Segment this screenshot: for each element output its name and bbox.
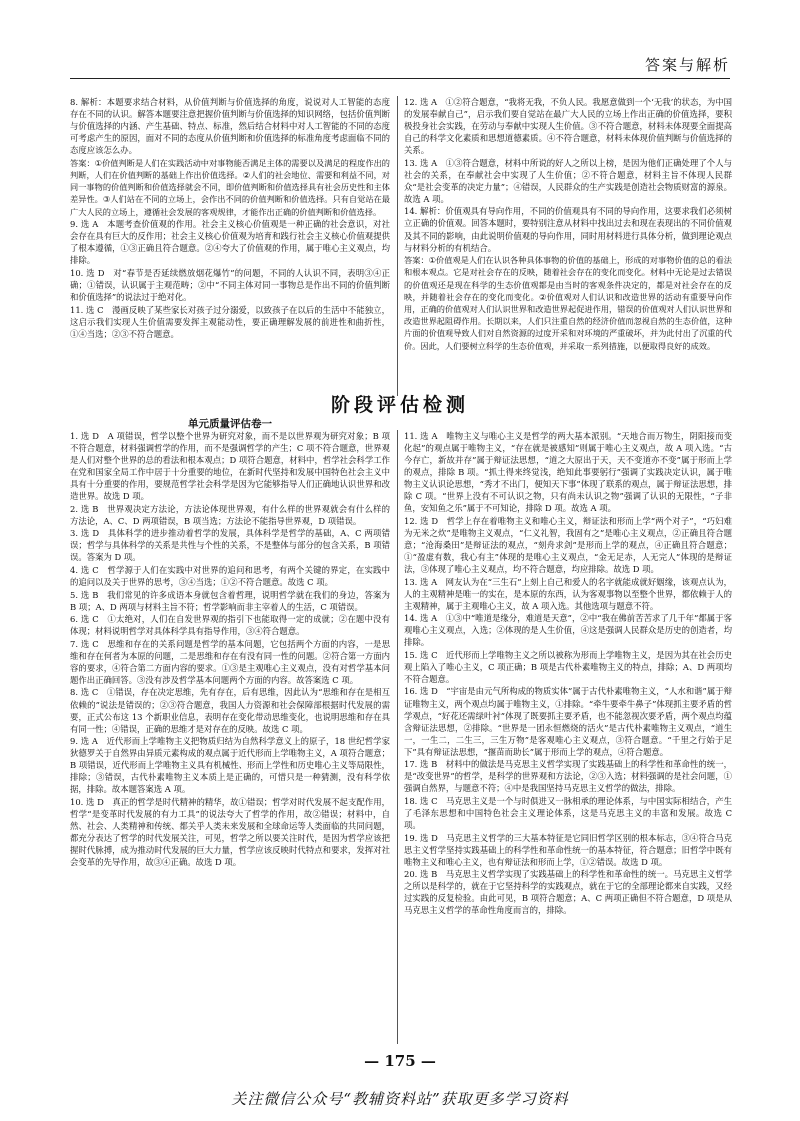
- unit-answer-6: 6. 选 C ①太绝对，人们在自发世界观的指引下也能取得一定的成就；②在题中没有体现；材料说明哲学对具体科学具有指导作用，③④符合题意。: [70, 614, 390, 637]
- unit-title: 单元质量评估卷一: [188, 418, 272, 430]
- unit-answer-3: 3. 选 D 具体科学的进步推动着哲学的发展，具体科学是哲学的基础，A、C 两项错误；哲学与具体科学的关系是共性与个性的关系，不是整体与部分的包含关系，B 项错误。答案为 D 项。: [70, 528, 390, 563]
- unit-answer-11: 11. 选 A 唯物主义与唯心主义是哲学的两大基本派别。“天地合而万物生，阴阳接而变化起”的观点属于唯物主义，“存在就是被感知”则属于唯心主义观点，故 A 项入选。“古今存亡，新故并存”属于辩证法思想，“道之大原出于天，天不变道亦不变”属于形而上学的观点，排除 B 项。“抓土得来终觉浅，绝知此事要躬行”强调了实践决定认识，属于唯物主义认识论思想，“秀才不出门，便知天下事”体现了联系的观点，属于辩证法思想，排除 C 项。“世界上没有不可认识之物，只有尚未认识之物”强调了认识的无限性，“子非鱼，安知鱼之乐”属于不可知论，排除 D 项。故选 A 项。: [404, 431, 732, 514]
- unit-answer-1: 1. 选 D A 项错误，哲学以整个世界为研究对象，而不是以世界观为研究对象；B 项不符合题意，材料强调哲学的作用，而不是强调哲学的产生；C 项不符合题意，世界观是人们对整个世界的总的看法和根本观点；D 项符合题意，材料中，哲学社会科学工作在党和国家全局工作中居于十分重要的地位，在新时代坚持和发展中国特色社会主义中具有十分重要的作用，要规范哲学社会科学是因为它能够指导人们正确地认识世界和改造世界。故选 D 项。: [70, 431, 390, 502]
- section-title: 阶段评估检测: [330, 394, 469, 416]
- answers-column-bottom-right: [404, 430, 732, 917]
- unit-answer-12: 12. 选 D 哲学上存在着唯物主义和唯心主义，辩证法和形而上学“两个对子”，“巧妇难为无米之炊”是唯物主义观点，“仁义礼智，我固有之”是唯心主义观点，②正确且符合题意；“沧海桑田”是辩证法的观点，“刻舟求剑”是形而上学的观点，④正确且符合题意；①“盈虚有数，我心有主”体现的是唯心主义观点，“金无足赤，人无完人”体现的是辩证法，③体现了唯心主义观点，均不符合题意，均应排除。故选 D 项。: [404, 515, 732, 575]
- unit-answer-20: 20. 选 B 马克思主义哲学实现了实践基础上的科学性和革命性的统一。马克思主义哲学之所以是科学的，就在于它坚持科学的实践观点，就在于它的全部理论都来自实践，又经过实践的反复检验。由此可见，B 项符合题意；A、C 两项正确但不符合题意，D 项是从马克思主义哲学的革命性角度而言的，排除。: [404, 869, 732, 916]
- page-number: — 175 —: [364, 1052, 436, 1070]
- answer-11: 11. 选 C 漫画反映了某些家长对孩子过分溺爱，以致孩子在以后的生活中不能独立，这启示我们实现人生价值需要发挥主观能动性，要正确理解发展的前进性和曲折性，①④当选；②③不符合题意。: [70, 304, 390, 339]
- answer-12: 12. 选 A ①②符合题意，“我将无我，不负人民。我愿意做到一个‘无我’的状态，为中国的发展奉献自己”，启示我们要自觉站在最广大人民的立场上作出正确的价值选择，要积极投身社会实践，在劳动与奉献中实现人生价值。③不符合题意，材料未体现要全面提高自己的科学文化素质和思想道德素质。④不符合题意，材料未体现价值判断与价值选择的关系。: [404, 97, 732, 156]
- page-header: [70, 52, 730, 79]
- unit-answer-17: 17. 选 B 材料中的做法是马克思主义哲学实现了实践基础上的科学性和革命性的统一，是“改变世界”的哲学，是科学的世界观和方法论，②③入选；材料强调的是社会问题，①强调自然界，与题意不符；④中是我国坚持马克思主义哲学的做法，排除。: [404, 759, 732, 794]
- unit-answer-5: 5. 选 B 我们常见的许多成语本身就包含着哲理，说明哲学就在我们的身边，答案为 B 项；A、D 两项与材料主旨不符；哲学影响而非主宰着人的生活，C 项错误。: [70, 589, 390, 612]
- footer-note: 关注微信公众号“教辅资料站”获取更多学习资料: [231, 1090, 569, 1108]
- answer-8-analysis: 8. 解析：本题要求结合材料，从价值判断与价值选择的角度，说说对人工智能的态度存在不同的认识。解答本题要注意把握价值判断与价值选择的知识网络，包括价值判断与价值选择的内涵、产生基础、特点、标准，然后结合材料中对人工智能的不同的态度可考虑产生的原因，面对不同的态度从价值判断和价值选择的标准角度考虑面临不同的态度应该怎么办。: [70, 97, 390, 156]
- answer-10: 10. 选 D 对“春节是否延续燃放烟花爆竹”的问题，不同的人认识不同，表明③④正确；①错误，认识属于主观范畴；②中“不同主体对同一事物总是作出不同的价值判断和价值选择”的说法过于绝对化。: [70, 267, 390, 303]
- unit-answer-18: 18. 选 C 马克思主义是一个与时俱进又一脉相承的理论体系，与中国实际相结合，产生了毛泽东思想和中国特色社会主义理论体系，这是马克思主义的丰富和发展。故选 C 项。: [404, 795, 732, 830]
- answers-column-top-right: [404, 96, 732, 352]
- answer-9: 9. 选 A 本题考查价值观的作用。社会主义核心价值观是一种正确的社会意识，对社会存在具有巨大的反作用；社会主义核心价值观为培育和践行社会主义核心价值观提供了根本遵循，①③正确且符合题意。②④夸大了价值观的作用，属于唯心主义观点，均排除。: [70, 219, 390, 266]
- answer-14-answer: 答案：①价值观是人们在认识各种具体事物的价值的基础上，形成的对事物价值的总的看法和根本观点。它是对社会存在的反映，随着社会存在的变化而变化。材料中无论是过去错误的价值观还是现在科学的生态价值观都是由当时的客观条件决定的，都是对社会存在的反映，并随着社会存在的变化而变化。②价值观对人们认识和改造世界的活动有重要导向作用，正确的价值观对人们认识世界和改造世界起促进作用，错误的价值观对人们认识世界和改造世界起阻碍作用。长期以来，人们只注重自然的经济价值而忽视自然的生态价值，这种片面的价值观导致人们对自然资源的过度开采和对环境的严重破坏，并为此付出了沉重的代价。因此，人们要树立科学的生态价值观，并采取一系列措施，以便取得良好的成效。: [404, 255, 732, 351]
- unit-answer-8: 8. 选 C ①错误，存在决定思维，先有存在，后有思维，因此认为“思维和存在是相互依赖的”说法是错误的；②③符合题意，我国人力资源和社会保障部根据时代发展的需要，正式公布这 13 个新职业信息，表明存在变化带动思维变化，也说明思维和存在具有同一性；④错误，正确的思维才是对存在的反映。故选 C 项。: [70, 687, 390, 734]
- answers-column-bottom-left: [70, 430, 390, 869]
- unit-answer-14: 14. 选 A ①③中“唯道是缘分，难道是天意”，②中“我在佛前苦苦求了几千年”都属于客观唯心主义观点，入选；②体现的是人生价值，④这是强调人民群众是历史的创造者，均排除。: [404, 613, 732, 648]
- answer-8-answer: 答案：①价值判断是人们在实践活动中对事物能否满足主体的需要以及满足的程度作出的判断，人们在价值判断的基础上作出价值选择。②人们的社会地位、需要和利益不同，对同一事物的价值判断和价值选择就会不同，即价值判断和价值选择具有社会历史性和主体差异性。③人们站在不同的立场上，会作出不同的价值判断和价值选择。只有自觉站在最广大人民的立场上，遵循社会发展的客观规律，才能作出正确的价值判断和价值选择。: [70, 157, 390, 217]
- column-divider-top: [397, 96, 398, 396]
- header-title: 答案与解析: [644, 56, 730, 74]
- unit-answer-4: 4. 选 C 哲学源于人们在实践中对世界的追问和思考，有两个关键的界定，在实践中的追问以及关于世界的思考，③④当选；①②不符合题意。故选 C 项。: [70, 565, 390, 588]
- unit-answer-9: 9. 选 A 近代形而上学唯物主义把物质归结为自然科学意义上的原子，18 世纪哲学家狄德罗关于自然界由异质元素构成的观点属于近代形而上学唯物主义，A 项符合题意；B 项错误，近代形而上学唯物主义具有机械性、形而上学性和历史唯心主义等局限性，排除；③错误，古代朴素唯物主义本质上是正确的，可惜只是一种猜测，没有科学依据，排除。故本题答案选 A 项。: [70, 736, 390, 795]
- answer-14-analysis: 14. 解析：价值观具有导向作用，不同的价值观具有不同的导向作用，这要求我们必须树立正确的价值观。回答本题时，要特别注意从材料中找出过去和现在表现出的不同价值观及其不同的影响，由此说明价值观的导向作用，同时用材料进行具体分析，做到理论观点与材料分析的有机结合。: [404, 206, 732, 253]
- unit-answer-15: 15. 选 C 近代形而上学唯物主义之所以被称为形而上学唯物主义，是因为其在社会历史观上陷入了唯心主义，C 项正确；B 项是古代朴素唯物主义的特点，排除；A、D 两项均不符合题意。: [404, 649, 732, 684]
- answer-13: 13. 选 A ①③符合题意，材料中所说的好人之所以上榜，是因为他们正确处理了个人与社会的关系，在奉献社会中实现了人生价值；②不符合题意，材料主旨不体现人民群众“是社会变革的决定力量”；④错误，人民群众的生产实践是创造社会物质财富的源泉。故选 A 项。: [404, 157, 732, 204]
- unit-answer-19: 19. 选 D 马克思主义哲学的三大基本特征是它同旧哲学区别的根本标志，③④符合马克思主义哲学坚持实践基础上的科学性和革命性统一的基本特征，符合题意；旧哲学中既有唯物主义和唯心主义，也有辩证法和形而上学，①②错误。故选 D 项。: [404, 832, 732, 867]
- unit-answer-16: 16. 选 D “宇宙是由元气所构成的物质实体”属于古代朴素唯物主义，“人水和谐”属于辩证唯物主义，两个观点均属于唯物主义，①排除。“牵牛要牵牛鼻子”体现抓主要矛盾的哲学观点，“好花还需绿叶衬”体现了既要抓主要矛盾，也不能忽视次要矛盾，两个观点均蕴含辩证法思想，②排除。“世界是一团永恒燃烧的活火”是古代朴素唯物主义观点，“道生一，一生二，二生三，三生万物”是客观唯心主义观点，③符合题意。“千里之行始于足下”具有辩证法思想，“揠苗而助长”属于形而上学的观点，④符合题意。: [404, 686, 732, 757]
- unit-answer-13: 13. 选 A 网友认为在“三生石”上刻上自己和爱人的名字就能成就好姻缘，该观点认为，人的主观精神是唯一的实在，是本原的东西，认为客观事物以至整个世界，都依赖于人的主观精神，属于主观唯心主义，故 A 项入选。其他选项与题意不符。: [404, 576, 732, 611]
- answers-column-top-left: [70, 96, 390, 340]
- column-divider-bottom: [397, 430, 398, 1044]
- unit-answer-10: 10. 选 D 真正的哲学是时代精神的精华，故①错误；哲学对时代发展不起支配作用，哲学“是变革时代发展的有力工具”的说法夸大了哲学的作用，故②错误；材料中，自然、社会、人类精神和传统、都关乎人类未来发展和全球命运等人类面临的共同问题，都充分表达了哲学的时代发展关注，可见，哲学之所以要关注时代，是因为哲学应该把握时代脉搏，成为推动时代发展的巨大力量，哲学应该反映时代特点和要求，发挥对社会变革的先导作用，故③④正确。故选 D 项。: [70, 796, 390, 868]
- unit-answer-7: 7. 选 C 思维和存在的关系问题是哲学的基本问题，它包括两个方面的内容，一是思维和存在何者为本原的问题，二是思维和存在有没有同一性的问题。②符合第一方面内容的要求，④符合第二方面内容的要求。①③是主观唯心主义观点，没有对哲学基本问题作出正确回答。③没有涉及哲学基本问题两个方面的内容。故答案选 C 项。: [70, 638, 390, 685]
- unit-answer-2: 2. 选 B 世界观决定方法论，方法论体现世界观，有什么样的世界观就会有什么样的方法论，A、C、D 两项错误，B 项当选；方法论不能指导世界观，D 项错误。: [70, 503, 390, 526]
